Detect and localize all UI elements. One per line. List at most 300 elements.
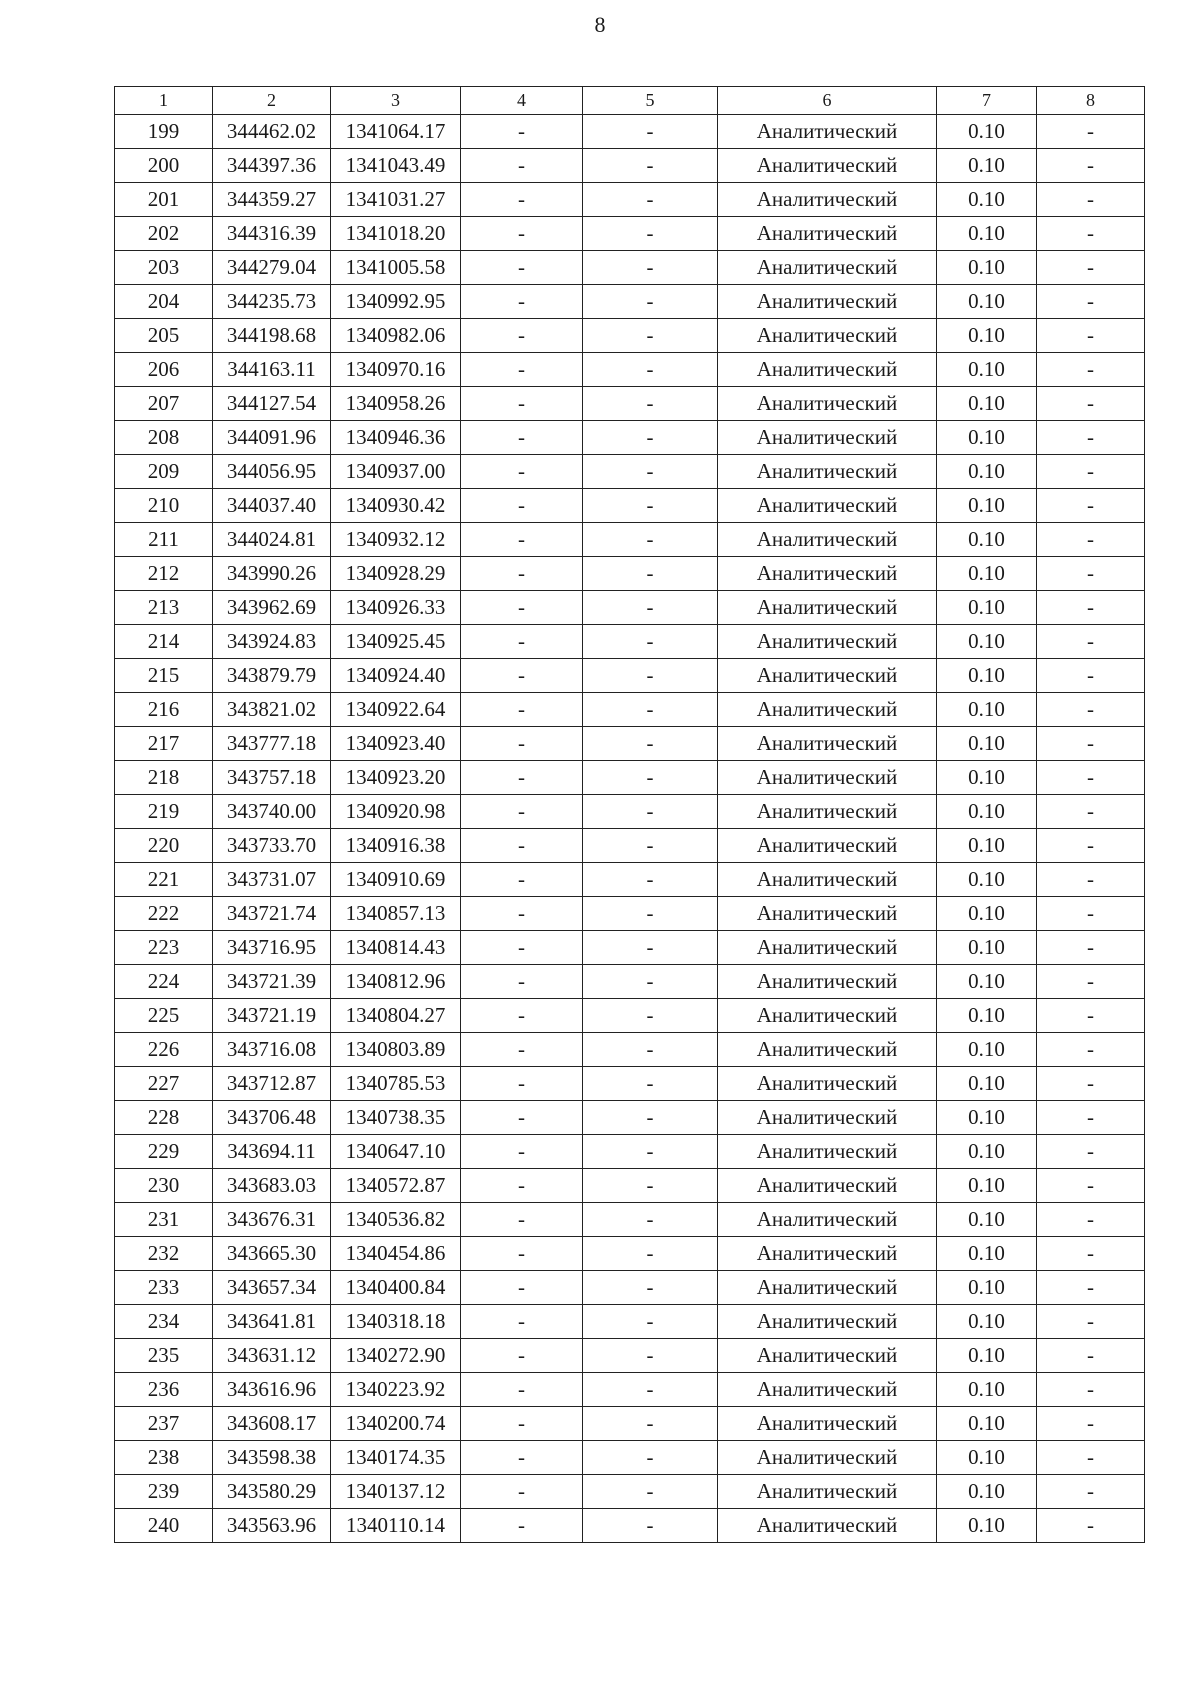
column-5-cell: - (583, 1509, 718, 1543)
point-number-cell: 225 (115, 999, 213, 1033)
method-cell: Аналитический (718, 1305, 937, 1339)
x-coordinate-cell: 344316.39 (213, 217, 331, 251)
accuracy-cell: 0.10 (937, 1203, 1037, 1237)
table-row (115, 149, 1145, 183)
table-row (115, 829, 1145, 863)
point-number-cell: 221 (115, 863, 213, 897)
method-cell: Аналитический (718, 387, 937, 421)
column-8-cell: - (1037, 319, 1145, 353)
table-row (115, 1373, 1145, 1407)
point-number-cell: 228 (115, 1101, 213, 1135)
accuracy-cell: 0.10 (937, 761, 1037, 795)
x-coordinate-cell: 344462.02 (213, 115, 331, 149)
table-row (115, 1067, 1145, 1101)
column-5-cell: - (583, 1101, 718, 1135)
column-5-cell: - (583, 999, 718, 1033)
method-cell: Аналитический (718, 659, 937, 693)
x-coordinate-cell: 343731.07 (213, 863, 331, 897)
column-5-cell: - (583, 115, 718, 149)
accuracy-cell: 0.10 (937, 115, 1037, 149)
column-4-cell: - (461, 1033, 583, 1067)
table-row (115, 1509, 1145, 1543)
method-cell: Аналитический (718, 761, 937, 795)
y-coordinate-cell: 1340804.27 (331, 999, 461, 1033)
accuracy-cell: 0.10 (937, 1169, 1037, 1203)
point-number-cell: 204 (115, 285, 213, 319)
column-4-cell: - (461, 965, 583, 999)
table-row (115, 1135, 1145, 1169)
x-coordinate-cell: 344127.54 (213, 387, 331, 421)
y-coordinate-cell: 1340223.92 (331, 1373, 461, 1407)
method-cell: Аналитический (718, 319, 937, 353)
y-coordinate-cell: 1340926.33 (331, 591, 461, 625)
x-coordinate-cell: 343657.34 (213, 1271, 331, 1305)
table-row (115, 999, 1145, 1033)
accuracy-cell: 0.10 (937, 591, 1037, 625)
column-5-cell: - (583, 1339, 718, 1373)
y-coordinate-cell: 1340982.06 (331, 319, 461, 353)
column-4-cell: - (461, 115, 583, 149)
point-number-cell: 218 (115, 761, 213, 795)
accuracy-cell: 0.10 (937, 523, 1037, 557)
column-5-cell: - (583, 1169, 718, 1203)
column-5-cell: - (583, 795, 718, 829)
table-row (115, 1033, 1145, 1067)
column-5-cell: - (583, 1373, 718, 1407)
column-8-cell: - (1037, 149, 1145, 183)
y-coordinate-cell: 1341031.27 (331, 183, 461, 217)
point-number-cell: 214 (115, 625, 213, 659)
point-number-cell: 236 (115, 1373, 213, 1407)
point-number-cell: 206 (115, 353, 213, 387)
y-coordinate-cell: 1340647.10 (331, 1135, 461, 1169)
column-8-cell: - (1037, 1203, 1145, 1237)
y-coordinate-cell: 1340137.12 (331, 1475, 461, 1509)
x-coordinate-cell: 343777.18 (213, 727, 331, 761)
method-cell: Аналитический (718, 1441, 937, 1475)
accuracy-cell: 0.10 (937, 897, 1037, 931)
point-number-cell: 219 (115, 795, 213, 829)
column-8-cell: - (1037, 931, 1145, 965)
x-coordinate-cell: 344359.27 (213, 183, 331, 217)
table-row (115, 625, 1145, 659)
column-8-cell: - (1037, 1373, 1145, 1407)
x-coordinate-cell: 343683.03 (213, 1169, 331, 1203)
y-coordinate-cell: 1340920.98 (331, 795, 461, 829)
method-cell: Аналитический (718, 251, 937, 285)
y-coordinate-cell: 1340923.20 (331, 761, 461, 795)
y-coordinate-cell: 1340400.84 (331, 1271, 461, 1305)
x-coordinate-cell: 343665.30 (213, 1237, 331, 1271)
y-coordinate-cell: 1341064.17 (331, 115, 461, 149)
column-header: 2 (213, 87, 331, 115)
x-coordinate-cell: 343721.19 (213, 999, 331, 1033)
column-5-cell: - (583, 1203, 718, 1237)
column-8-cell: - (1037, 1067, 1145, 1101)
column-5-cell: - (583, 727, 718, 761)
table-row (115, 1475, 1145, 1509)
method-cell: Аналитический (718, 1203, 937, 1237)
point-number-cell: 220 (115, 829, 213, 863)
method-cell: Аналитический (718, 999, 937, 1033)
y-coordinate-cell: 1340930.42 (331, 489, 461, 523)
x-coordinate-cell: 343757.18 (213, 761, 331, 795)
x-coordinate-cell: 344198.68 (213, 319, 331, 353)
accuracy-cell: 0.10 (937, 489, 1037, 523)
column-5-cell: - (583, 1305, 718, 1339)
column-8-cell: - (1037, 1135, 1145, 1169)
column-8-cell: - (1037, 183, 1145, 217)
column-4-cell: - (461, 251, 583, 285)
column-5-cell: - (583, 897, 718, 931)
x-coordinate-cell: 343721.74 (213, 897, 331, 931)
point-number-cell: 230 (115, 1169, 213, 1203)
y-coordinate-cell: 1340924.40 (331, 659, 461, 693)
table-row (115, 183, 1145, 217)
y-coordinate-cell: 1340110.14 (331, 1509, 461, 1543)
x-coordinate-cell: 343721.39 (213, 965, 331, 999)
table-row (115, 897, 1145, 931)
accuracy-cell: 0.10 (937, 1305, 1037, 1339)
column-5-cell: - (583, 863, 718, 897)
column-8-cell: - (1037, 387, 1145, 421)
accuracy-cell: 0.10 (937, 319, 1037, 353)
table-row (115, 1441, 1145, 1475)
point-number-cell: 216 (115, 693, 213, 727)
accuracy-cell: 0.10 (937, 1135, 1037, 1169)
method-cell: Аналитический (718, 285, 937, 319)
column-4-cell: - (461, 693, 583, 727)
column-4-cell: - (461, 1305, 583, 1339)
table-row (115, 591, 1145, 625)
point-number-cell: 213 (115, 591, 213, 625)
accuracy-cell: 0.10 (937, 455, 1037, 489)
column-8-cell: - (1037, 353, 1145, 387)
column-5-cell: - (583, 1407, 718, 1441)
method-cell: Аналитический (718, 421, 937, 455)
y-coordinate-cell: 1340925.45 (331, 625, 461, 659)
table-row (115, 1237, 1145, 1271)
x-coordinate-cell: 343733.70 (213, 829, 331, 863)
accuracy-cell: 0.10 (937, 387, 1037, 421)
y-coordinate-cell: 1340958.26 (331, 387, 461, 421)
method-cell: Аналитический (718, 1407, 937, 1441)
column-5-cell: - (583, 659, 718, 693)
x-coordinate-cell: 343990.26 (213, 557, 331, 591)
method-cell: Аналитический (718, 591, 937, 625)
x-coordinate-cell: 343962.69 (213, 591, 331, 625)
column-8-cell: - (1037, 455, 1145, 489)
y-coordinate-cell: 1340738.35 (331, 1101, 461, 1135)
column-8-cell: - (1037, 1407, 1145, 1441)
column-5-cell: - (583, 965, 718, 999)
table-row (115, 353, 1145, 387)
point-number-cell: 209 (115, 455, 213, 489)
column-4-cell: - (461, 353, 583, 387)
column-4-cell: - (461, 761, 583, 795)
column-5-cell: - (583, 625, 718, 659)
accuracy-cell: 0.10 (937, 1271, 1037, 1305)
column-4-cell: - (461, 591, 583, 625)
column-4-cell: - (461, 999, 583, 1033)
table-body (115, 115, 1145, 1543)
method-cell: Аналитический (718, 1373, 937, 1407)
column-4-cell: - (461, 1475, 583, 1509)
y-coordinate-cell: 1340923.40 (331, 727, 461, 761)
table-row (115, 115, 1145, 149)
column-4-cell: - (461, 829, 583, 863)
y-coordinate-cell: 1340932.12 (331, 523, 461, 557)
column-4-cell: - (461, 285, 583, 319)
point-number-cell: 203 (115, 251, 213, 285)
column-4-cell: - (461, 1441, 583, 1475)
column-8-cell: - (1037, 693, 1145, 727)
column-5-cell: - (583, 693, 718, 727)
point-number-cell: 222 (115, 897, 213, 931)
accuracy-cell: 0.10 (937, 1067, 1037, 1101)
column-5-cell: - (583, 353, 718, 387)
table-row (115, 523, 1145, 557)
column-5-cell: - (583, 1237, 718, 1271)
column-4-cell: - (461, 319, 583, 353)
table-row (115, 557, 1145, 591)
y-coordinate-cell: 1340857.13 (331, 897, 461, 931)
column-4-cell: - (461, 455, 583, 489)
table-row (115, 659, 1145, 693)
column-8-cell: - (1037, 1271, 1145, 1305)
table-row (115, 319, 1145, 353)
x-coordinate-cell: 343580.29 (213, 1475, 331, 1509)
x-coordinate-cell: 344037.40 (213, 489, 331, 523)
column-8-cell: - (1037, 1339, 1145, 1373)
column-8-cell: - (1037, 557, 1145, 591)
column-8-cell: - (1037, 1305, 1145, 1339)
table-row (115, 489, 1145, 523)
method-cell: Аналитический (718, 863, 937, 897)
column-header: 8 (1037, 87, 1145, 115)
column-5-cell: - (583, 557, 718, 591)
table-row (115, 1101, 1145, 1135)
column-8-cell: - (1037, 999, 1145, 1033)
column-5-cell: - (583, 829, 718, 863)
point-number-cell: 224 (115, 965, 213, 999)
accuracy-cell: 0.10 (937, 217, 1037, 251)
point-number-cell: 200 (115, 149, 213, 183)
method-cell: Аналитический (718, 1067, 937, 1101)
accuracy-cell: 0.10 (937, 183, 1037, 217)
column-header: 7 (937, 87, 1037, 115)
accuracy-cell: 0.10 (937, 931, 1037, 965)
accuracy-cell: 0.10 (937, 625, 1037, 659)
accuracy-cell: 0.10 (937, 1373, 1037, 1407)
column-header: 1 (115, 87, 213, 115)
point-number-cell: 237 (115, 1407, 213, 1441)
accuracy-cell: 0.10 (937, 1509, 1037, 1543)
x-coordinate-cell: 344056.95 (213, 455, 331, 489)
y-coordinate-cell: 1340916.38 (331, 829, 461, 863)
column-8-cell: - (1037, 795, 1145, 829)
method-cell: Аналитический (718, 523, 937, 557)
x-coordinate-cell: 343716.08 (213, 1033, 331, 1067)
method-cell: Аналитический (718, 115, 937, 149)
accuracy-cell: 0.10 (937, 965, 1037, 999)
column-5-cell: - (583, 1475, 718, 1509)
column-5-cell: - (583, 931, 718, 965)
accuracy-cell: 0.10 (937, 1101, 1037, 1135)
accuracy-cell: 0.10 (937, 285, 1037, 319)
accuracy-cell: 0.10 (937, 727, 1037, 761)
column-4-cell: - (461, 217, 583, 251)
method-cell: Аналитический (718, 1101, 937, 1135)
point-number-cell: 235 (115, 1339, 213, 1373)
x-coordinate-cell: 344091.96 (213, 421, 331, 455)
method-cell: Аналитический (718, 829, 937, 863)
method-cell: Аналитический (718, 557, 937, 591)
column-header: 5 (583, 87, 718, 115)
column-4-cell: - (461, 1407, 583, 1441)
point-number-cell: 207 (115, 387, 213, 421)
method-cell: Аналитический (718, 353, 937, 387)
y-coordinate-cell: 1340272.90 (331, 1339, 461, 1373)
column-8-cell: - (1037, 115, 1145, 149)
table-row (115, 1203, 1145, 1237)
point-number-cell: 205 (115, 319, 213, 353)
y-coordinate-cell: 1340937.00 (331, 455, 461, 489)
column-header: 6 (718, 87, 937, 115)
x-coordinate-cell: 344235.73 (213, 285, 331, 319)
y-coordinate-cell: 1340200.74 (331, 1407, 461, 1441)
y-coordinate-cell: 1340572.87 (331, 1169, 461, 1203)
column-4-cell: - (461, 1203, 583, 1237)
point-number-cell: 210 (115, 489, 213, 523)
table-row (115, 863, 1145, 897)
x-coordinate-cell: 343879.79 (213, 659, 331, 693)
method-cell: Аналитический (718, 149, 937, 183)
point-number-cell: 211 (115, 523, 213, 557)
column-4-cell: - (461, 1169, 583, 1203)
method-cell: Аналитический (718, 183, 937, 217)
method-cell: Аналитический (718, 1339, 937, 1373)
y-coordinate-cell: 1340970.16 (331, 353, 461, 387)
point-number-cell: 223 (115, 931, 213, 965)
accuracy-cell: 0.10 (937, 1339, 1037, 1373)
point-number-cell: 238 (115, 1441, 213, 1475)
accuracy-cell: 0.10 (937, 557, 1037, 591)
method-cell: Аналитический (718, 1135, 937, 1169)
y-coordinate-cell: 1340454.86 (331, 1237, 461, 1271)
column-4-cell: - (461, 897, 583, 931)
point-number-cell: 234 (115, 1305, 213, 1339)
table-row (115, 931, 1145, 965)
column-8-cell: - (1037, 217, 1145, 251)
accuracy-cell: 0.10 (937, 149, 1037, 183)
column-5-cell: - (583, 761, 718, 795)
column-8-cell: - (1037, 965, 1145, 999)
method-cell: Аналитический (718, 217, 937, 251)
point-number-cell: 229 (115, 1135, 213, 1169)
x-coordinate-cell: 343694.11 (213, 1135, 331, 1169)
method-cell: Аналитический (718, 965, 937, 999)
column-5-cell: - (583, 1067, 718, 1101)
column-header: 4 (461, 87, 583, 115)
x-coordinate-cell: 343716.95 (213, 931, 331, 965)
coordinates-table (114, 86, 1145, 1543)
column-4-cell: - (461, 659, 583, 693)
y-coordinate-cell: 1340910.69 (331, 863, 461, 897)
column-5-cell: - (583, 591, 718, 625)
accuracy-cell: 0.10 (937, 353, 1037, 387)
method-cell: Аналитический (718, 931, 937, 965)
point-number-cell: 239 (115, 1475, 213, 1509)
accuracy-cell: 0.10 (937, 1407, 1037, 1441)
table-row (115, 455, 1145, 489)
column-5-cell: - (583, 523, 718, 557)
point-number-cell: 227 (115, 1067, 213, 1101)
column-8-cell: - (1037, 251, 1145, 285)
table-row (115, 795, 1145, 829)
column-5-cell: - (583, 285, 718, 319)
column-5-cell: - (583, 217, 718, 251)
method-cell: Аналитический (718, 1509, 937, 1543)
point-number-cell: 208 (115, 421, 213, 455)
y-coordinate-cell: 1340814.43 (331, 931, 461, 965)
column-4-cell: - (461, 183, 583, 217)
page-number: 8 (594, 12, 606, 37)
x-coordinate-cell: 344163.11 (213, 353, 331, 387)
point-number-cell: 233 (115, 1271, 213, 1305)
column-4-cell: - (461, 1373, 583, 1407)
method-cell: Аналитический (718, 1169, 937, 1203)
column-header: 3 (331, 87, 461, 115)
y-coordinate-cell: 1340318.18 (331, 1305, 461, 1339)
column-8-cell: - (1037, 523, 1145, 557)
table-row (115, 217, 1145, 251)
column-8-cell: - (1037, 727, 1145, 761)
column-8-cell: - (1037, 897, 1145, 931)
y-coordinate-cell: 1340174.35 (331, 1441, 461, 1475)
accuracy-cell: 0.10 (937, 863, 1037, 897)
method-cell: Аналитический (718, 455, 937, 489)
column-8-cell: - (1037, 1101, 1145, 1135)
column-4-cell: - (461, 1339, 583, 1373)
column-5-cell: - (583, 1441, 718, 1475)
column-8-cell: - (1037, 285, 1145, 319)
y-coordinate-cell: 1340803.89 (331, 1033, 461, 1067)
point-number-cell: 232 (115, 1237, 213, 1271)
y-coordinate-cell: 1340536.82 (331, 1203, 461, 1237)
x-coordinate-cell: 343616.96 (213, 1373, 331, 1407)
accuracy-cell: 0.10 (937, 1441, 1037, 1475)
accuracy-cell: 0.10 (937, 251, 1037, 285)
method-cell: Аналитический (718, 1271, 937, 1305)
x-coordinate-cell: 343563.96 (213, 1509, 331, 1543)
y-coordinate-cell: 1340812.96 (331, 965, 461, 999)
method-cell: Аналитический (718, 897, 937, 931)
column-4-cell: - (461, 727, 583, 761)
column-5-cell: - (583, 489, 718, 523)
column-5-cell: - (583, 1135, 718, 1169)
y-coordinate-cell: 1340785.53 (331, 1067, 461, 1101)
column-4-cell: - (461, 489, 583, 523)
column-5-cell: - (583, 251, 718, 285)
x-coordinate-cell: 343821.02 (213, 693, 331, 727)
column-8-cell: - (1037, 1237, 1145, 1271)
column-4-cell: - (461, 863, 583, 897)
accuracy-cell: 0.10 (937, 1033, 1037, 1067)
method-cell: Аналитический (718, 727, 937, 761)
column-5-cell: - (583, 1271, 718, 1305)
x-coordinate-cell: 343740.00 (213, 795, 331, 829)
